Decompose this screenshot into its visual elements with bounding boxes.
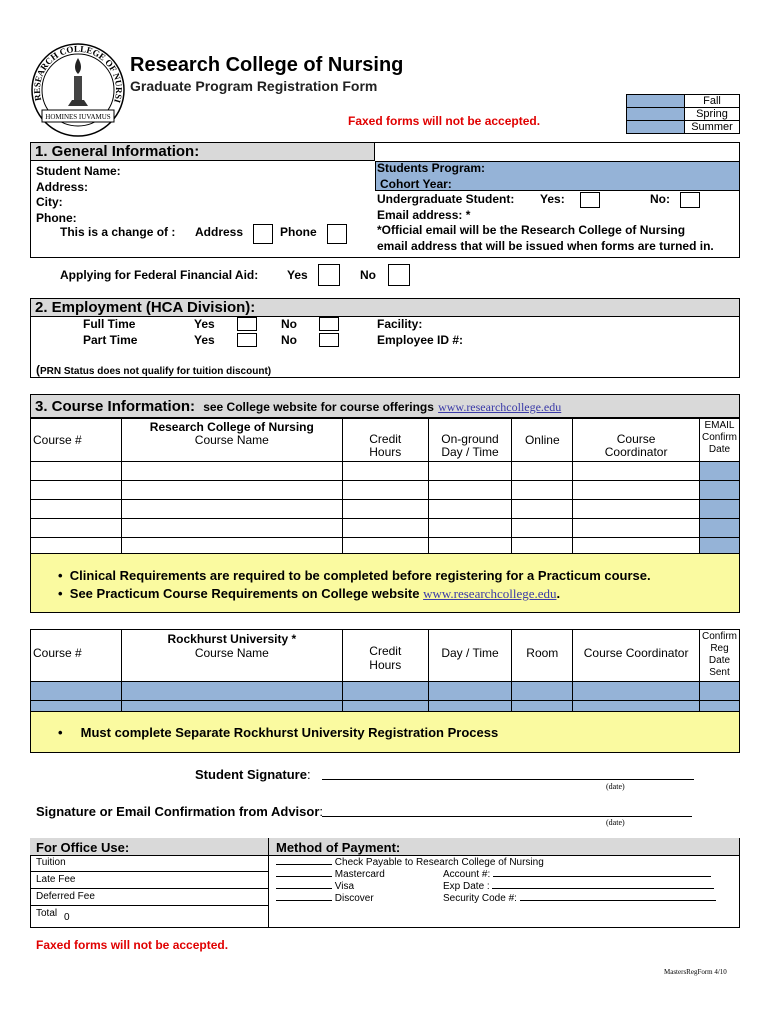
cell[interactable]	[512, 682, 573, 701]
address-label: Address:	[36, 179, 89, 194]
cell[interactable]	[512, 481, 573, 500]
term-spring-box[interactable]	[627, 108, 685, 121]
official-email-note-2: email address that will be issued when forms are turned in.	[377, 238, 714, 253]
visa-blank[interactable]	[276, 888, 332, 889]
full-time-no-checkbox[interactable]	[319, 317, 339, 331]
student-signature-line[interactable]	[322, 779, 694, 780]
term-table	[626, 94, 740, 134]
cell[interactable]	[342, 462, 428, 481]
rh-col-sent: Sent	[709, 667, 730, 678]
bullet-practicum-text: See Practicum Course Requirements on College website	[69, 586, 420, 601]
aid-no-label: No	[360, 268, 376, 282]
col-course-name-label: Course Name	[194, 433, 269, 447]
full-time-yes-checkbox[interactable]	[237, 317, 257, 331]
cell[interactable]	[342, 682, 428, 701]
cell[interactable]	[699, 462, 739, 481]
section3-heading-bar	[30, 394, 740, 418]
change-phone-label: Phone	[280, 225, 317, 239]
check-blank[interactable]	[276, 864, 332, 865]
bullet-practicum: • See Practicum Course Requirements on College website www.researchcollege.edu.	[58, 586, 561, 601]
cell[interactable]	[573, 519, 700, 538]
term-fall-box[interactable]	[627, 95, 685, 108]
student-signature-colon: :	[306, 767, 311, 782]
general-left-labels	[36, 164, 121, 226]
employee-id-label: Employee ID #:	[377, 333, 464, 347]
program-label: Students Program:	[377, 161, 486, 175]
term-spring: Spring	[685, 108, 740, 121]
col-coordinator-label: Coordinator	[604, 445, 668, 459]
bullet-rockhurst: • Must complete Separate Rockhurst University Registration Process	[58, 725, 499, 740]
office-use-heading: For Office Use:	[36, 840, 130, 855]
total-value: 0	[64, 912, 70, 923]
cell[interactable]	[699, 519, 739, 538]
rockhurst-course-table	[30, 629, 740, 720]
security-input[interactable]	[520, 900, 716, 901]
fax-warning-bottom: Faxed forms will not be accepted.	[36, 938, 229, 952]
prn-note-text: PRN Status does not qualify for tuition discount)	[40, 366, 272, 377]
cell[interactable]	[428, 462, 512, 481]
term-fall: Fall	[685, 95, 740, 108]
col-institution-rcn: Research College of Nursing	[149, 420, 314, 434]
security-label: Security Code #:	[443, 893, 517, 904]
part-time-no-label: No	[281, 333, 297, 347]
tuition-label: Tuition	[36, 857, 66, 868]
undergrad-yes-checkbox[interactable]	[580, 192, 600, 208]
exp-input[interactable]	[492, 888, 714, 889]
full-time-yes-label: Yes	[194, 317, 215, 331]
rh-col-hours: Hours	[369, 658, 402, 672]
term-summer: Summer	[685, 121, 740, 134]
col-confirm: Confirm	[701, 432, 737, 443]
account-input[interactable]	[493, 876, 711, 877]
col-email: EMAIL	[704, 420, 735, 431]
late-fee-label: Late Fee	[36, 874, 76, 885]
official-email-note-1: *Official email will be the Research College of Nursing	[377, 223, 686, 237]
part-time-label: Part Time	[83, 333, 138, 347]
table-row	[31, 519, 740, 538]
cell[interactable]	[699, 500, 739, 519]
section3-see: see College website for course offerings	[203, 400, 434, 414]
undergrad-label: Undergraduate Student:	[377, 192, 515, 206]
visa-label: Visa	[334, 881, 355, 892]
cell[interactable]	[699, 481, 739, 500]
advisor-signature-label: Signature or Email Confirmation from Advisor	[36, 804, 320, 819]
page-subtitle: Graduate Program Registration Form	[130, 78, 378, 94]
section2-heading: 2. Employment (HCA Division):	[30, 298, 740, 317]
cell[interactable]	[31, 519, 122, 538]
cell[interactable]	[573, 682, 700, 701]
table-row	[31, 462, 740, 481]
part-time-no-checkbox[interactable]	[319, 333, 339, 347]
practicum-notice	[30, 553, 740, 613]
payment-heading: Method of Payment:	[276, 840, 401, 855]
rh-col-coordinator: Course Coordinator	[573, 630, 700, 682]
cohort-label: Cohort Year:	[380, 176, 452, 191]
rh-col-confirm	[699, 630, 739, 682]
rh-col-course-name-label: Course Name	[194, 646, 269, 660]
change-address-label: Address	[195, 225, 244, 239]
rh-col-course-name	[121, 630, 342, 682]
account-row	[443, 869, 716, 881]
aid-label: Applying for Federal Financial Aid:	[60, 268, 259, 282]
col-email-confirm	[699, 419, 739, 462]
col-credit: Credit	[369, 432, 402, 446]
payment-check	[276, 857, 544, 869]
form-id: MastersRegForm 4/10	[664, 968, 727, 976]
cell[interactable]	[121, 481, 342, 500]
security-row	[443, 893, 716, 905]
col-onground-label: On-ground	[441, 432, 499, 446]
college-website-link[interactable]: www.researchcollege.edu	[438, 400, 562, 414]
rh-col-daytime: Day / Time	[428, 630, 512, 682]
col-onground	[428, 419, 512, 462]
mastercard-blank[interactable]	[276, 876, 332, 877]
cell[interactable]	[121, 500, 342, 519]
rh-col-credit: Credit	[369, 644, 402, 658]
student-signature-label: Student Signature	[195, 767, 307, 782]
bullet-clinical: • Clinical Requirements are required to be completed before registering for a Practicum course.	[58, 568, 651, 583]
section3-heading: 3. Course Information:	[35, 398, 196, 415]
col-course-num: Course #	[31, 419, 122, 462]
discover-blank[interactable]	[276, 900, 332, 901]
col-course-label: Course	[616, 432, 656, 446]
discover-label: Discover	[334, 893, 374, 904]
cell[interactable]	[31, 500, 122, 519]
term-summer-box[interactable]	[627, 121, 685, 134]
general-right-labels	[377, 161, 714, 254]
rh-col-room: Room	[512, 630, 573, 682]
practicum-link[interactable]: www.researchcollege.edu	[423, 586, 557, 601]
cell[interactable]	[428, 682, 512, 701]
advisor-signature-colon: :	[319, 804, 324, 819]
col-online: Online	[512, 419, 573, 462]
full-time-label: Full Time	[83, 317, 136, 331]
student-signature-row	[195, 767, 311, 782]
change-phone-checkbox[interactable]	[327, 224, 347, 244]
cell[interactable]	[428, 500, 512, 519]
cell[interactable]	[342, 500, 428, 519]
advisor-date-note: (date)	[606, 818, 625, 827]
cell[interactable]	[31, 481, 122, 500]
cell[interactable]	[428, 519, 512, 538]
cell[interactable]	[699, 682, 739, 701]
table-row	[31, 682, 740, 701]
cell[interactable]	[121, 682, 342, 701]
aid-yes-label: Yes	[287, 268, 308, 282]
college-seal	[28, 40, 128, 140]
exp-label: Exp Date :	[443, 881, 490, 892]
page-title: Research College of Nursing	[130, 54, 404, 76]
rh-col-institution: Rockhurst University *	[167, 632, 297, 646]
section1-heading: 1. General Information:	[30, 142, 375, 161]
advisor-signature-row	[36, 804, 323, 819]
change-address-checkbox[interactable]	[253, 224, 273, 244]
cell[interactable]	[342, 481, 428, 500]
seal-banner: HOMINES IUVAMUS	[45, 113, 111, 121]
card-fields	[443, 869, 716, 905]
undergrad-no-checkbox[interactable]	[680, 192, 700, 208]
student-name-label: Student Name:	[36, 164, 121, 178]
deferred-fee-label: Deferred Fee	[36, 891, 95, 902]
cell[interactable]	[573, 500, 700, 519]
rh-col-reg-date: Reg Date	[708, 643, 731, 666]
aid-yes-checkbox[interactable]	[318, 264, 340, 286]
mastercard-label: Mastercard	[334, 869, 385, 880]
undergrad-no-label: No:	[650, 192, 670, 206]
rh-col-confirm-label: Confirm	[701, 631, 737, 642]
cell[interactable]	[121, 519, 342, 538]
prn-paren: (	[36, 363, 40, 377]
cell[interactable]	[512, 519, 573, 538]
bullet-rockhurst-text: Must complete Separate Rockhurst University Registration Process	[80, 725, 499, 740]
change-of-label: This is a change of :	[60, 225, 176, 239]
student-date-note: (date)	[606, 782, 625, 791]
cell[interactable]	[342, 519, 428, 538]
undergrad-yes-label: Yes:	[540, 192, 565, 206]
account-label: Account #:	[443, 869, 491, 880]
cell[interactable]	[31, 682, 122, 701]
facility-label: Facility:	[377, 317, 423, 331]
city-label: City:	[36, 195, 63, 209]
table-row	[31, 500, 740, 519]
total-label: Total	[36, 908, 58, 919]
prn-note	[36, 363, 271, 377]
fax-warning-top: Faxed forms will not be accepted.	[348, 114, 541, 128]
aid-no-checkbox[interactable]	[388, 264, 410, 286]
bullet-clinical-text: Clinical Requirements are required to be completed before registering for a Practicum course.	[69, 568, 651, 583]
rh-col-credit-hours	[342, 630, 428, 682]
cell[interactable]	[428, 481, 512, 500]
col-date: Date	[708, 444, 731, 455]
col-coordinator	[573, 419, 700, 462]
cell[interactable]	[512, 462, 573, 481]
rh-col-course-num: Course #	[31, 630, 122, 682]
col-course-name	[121, 419, 342, 462]
table-row	[31, 481, 740, 500]
full-time-no-label: No	[281, 317, 297, 331]
check-label: Check Payable to Research College of Nursing	[334, 857, 544, 868]
col-daytime: Day / Time	[441, 445, 499, 459]
email-label: Email address: *	[377, 207, 471, 222]
seal-arc-text: RESEARCH COLLEGE OF NURSI	[31, 43, 125, 105]
phone-label: Phone:	[36, 210, 77, 225]
part-time-yes-checkbox[interactable]	[237, 333, 257, 347]
part-time-yes-label: Yes	[194, 333, 215, 347]
advisor-signature-line[interactable]	[322, 816, 692, 817]
col-credit-hours	[342, 419, 428, 462]
bullet-practicum-end: .	[556, 586, 561, 601]
cell[interactable]	[573, 462, 700, 481]
cell[interactable]	[31, 462, 122, 481]
cell[interactable]	[573, 481, 700, 500]
exp-row	[443, 881, 716, 893]
cell[interactable]	[121, 462, 342, 481]
rcn-course-table	[30, 418, 740, 557]
cell[interactable]	[512, 500, 573, 519]
col-hours: Hours	[369, 445, 402, 459]
